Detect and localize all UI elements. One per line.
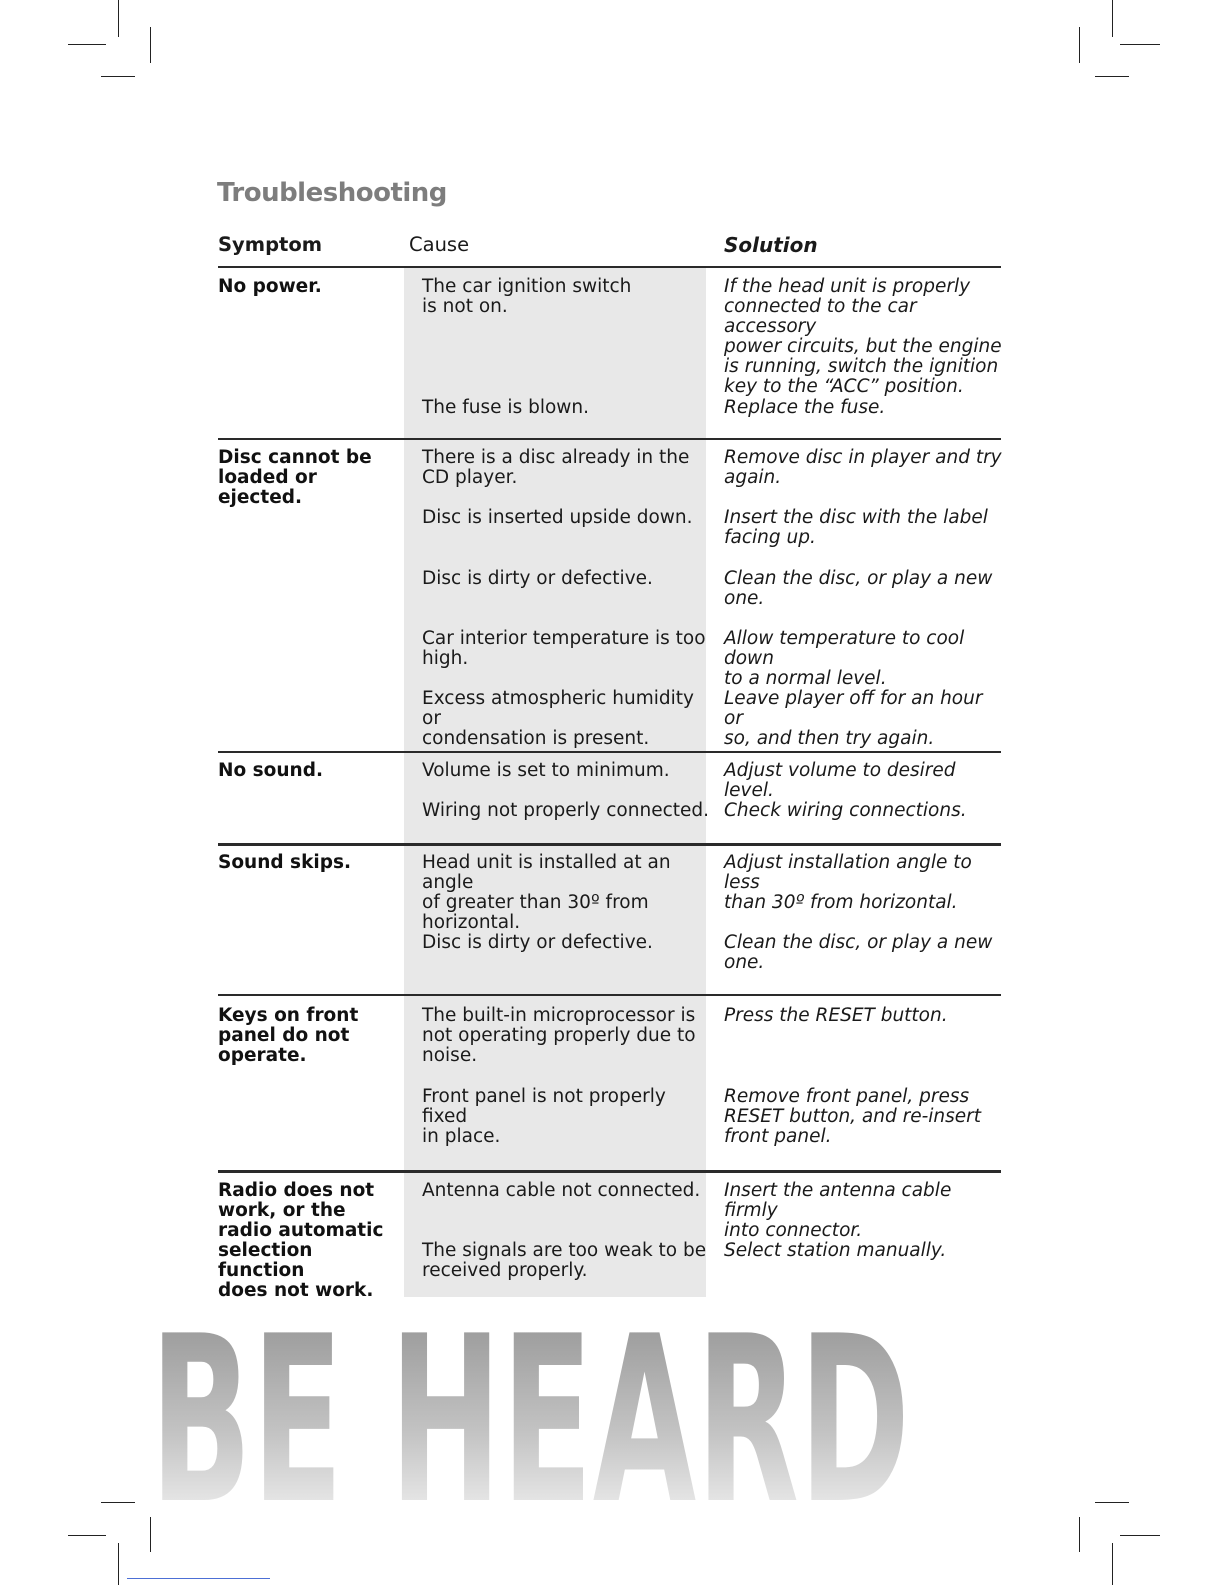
crop-mark bbox=[118, 1543, 119, 1585]
crop-mark bbox=[68, 44, 106, 45]
cause-text: Car interior temperature is too high. bbox=[422, 628, 706, 669]
crop-mark bbox=[1112, 0, 1113, 37]
page-title: Troubleshooting bbox=[217, 178, 447, 208]
solution-text: Insert the antenna cable firmly into connector. bbox=[724, 1180, 952, 1241]
crop-mark bbox=[1079, 27, 1080, 63]
brand-wordmark-text: BE HEARD bbox=[150, 1315, 910, 1505]
crop-mark bbox=[1120, 1535, 1160, 1536]
cause-text: Disc is inserted upside down. bbox=[422, 507, 693, 528]
solution-text: Remove front panel, press RESET button, and re-insert front panel. bbox=[724, 1086, 982, 1147]
crop-mark bbox=[1095, 1502, 1129, 1503]
solution-text: Insert the disc with the label facing up. bbox=[724, 507, 988, 548]
solution-text: If the head unit is properly connected to the car accessory power circuits, but the engine is running, switch the ignition key to the “ACC” position. bbox=[724, 276, 1002, 397]
crop-mark bbox=[101, 1502, 135, 1503]
cause-text: Volume is set to minimum. bbox=[422, 760, 670, 781]
cause-text: The fuse is blown. bbox=[422, 397, 590, 418]
solution-text: Allow temperature to cool down to a normal level. bbox=[724, 628, 965, 689]
row-divider bbox=[218, 438, 1001, 440]
footer-link-underline bbox=[127, 1578, 270, 1579]
solution-text: Adjust volume to desired level. bbox=[724, 760, 956, 801]
crop-mark bbox=[101, 76, 135, 77]
cause-text: Antenna cable not connected. bbox=[422, 1180, 701, 1201]
symptom-label: No power. bbox=[218, 276, 322, 297]
cause-text: Disc is dirty or defective. bbox=[422, 568, 653, 589]
symptom-label: Keys on front panel do not operate. bbox=[218, 1005, 359, 1066]
row-divider bbox=[218, 751, 1001, 753]
solution-text: Select station manually. bbox=[724, 1240, 947, 1261]
cause-text: There is a disc already in the CD player. bbox=[422, 447, 690, 488]
cause-text: Head unit is installed at an angle of greater than 30º from horizontal. bbox=[422, 852, 671, 933]
symptom-label: Radio does not work, or the radio automatic selection function does not work. bbox=[218, 1180, 384, 1301]
row-divider bbox=[218, 1170, 1001, 1173]
solution-text: Adjust installation angle to less than 30º from horizontal. bbox=[724, 852, 972, 913]
column-header-symptom: Symptom bbox=[218, 233, 323, 256]
cause-text: Disc is dirty or defective. bbox=[422, 932, 653, 953]
crop-mark bbox=[1112, 1543, 1113, 1585]
cause-text: The built-in microprocessor is not operating properly due to noise. bbox=[422, 1005, 696, 1066]
symptom-label: Disc cannot be loaded or ejected. bbox=[218, 447, 372, 508]
crop-mark bbox=[150, 1517, 151, 1552]
cause-text: Front panel is not properly fixed in place. bbox=[422, 1086, 666, 1147]
brand-wordmark-be-heard bbox=[150, 1315, 910, 1505]
crop-mark bbox=[118, 0, 119, 37]
solution-text: Clean the disc, or play a new one. bbox=[724, 568, 993, 609]
cause-text: Excess atmospheric humidity or condensation is present. bbox=[422, 688, 694, 749]
crop-mark bbox=[150, 27, 151, 63]
solution-text: Leave player off for an hour or so, and then try again. bbox=[724, 688, 983, 749]
solution-text: Press the RESET button. bbox=[724, 1005, 948, 1026]
symptom-label: Sound skips. bbox=[218, 852, 351, 873]
column-header-solution: Solution bbox=[724, 233, 818, 257]
solution-text: Replace the fuse. bbox=[724, 397, 886, 418]
crop-mark bbox=[1120, 44, 1160, 45]
crop-mark bbox=[1079, 1517, 1080, 1552]
cause-text: Wiring not properly connected. bbox=[422, 800, 710, 821]
column-header-cause: Cause bbox=[409, 233, 470, 256]
crop-mark bbox=[1095, 76, 1129, 77]
row-divider bbox=[218, 266, 1001, 268]
solution-text: Check wiring connections. bbox=[724, 800, 967, 821]
cause-text: The car ignition switch is not on. bbox=[422, 276, 632, 317]
symptom-label: No sound. bbox=[218, 760, 323, 781]
row-divider bbox=[218, 994, 1001, 996]
crop-mark bbox=[68, 1535, 106, 1536]
cause-text: The signals are too weak to be received properly. bbox=[422, 1240, 707, 1281]
solution-text: Remove disc in player and try again. bbox=[724, 447, 1002, 488]
solution-text: Clean the disc, or play a new one. bbox=[724, 932, 993, 973]
row-divider bbox=[218, 843, 1001, 846]
